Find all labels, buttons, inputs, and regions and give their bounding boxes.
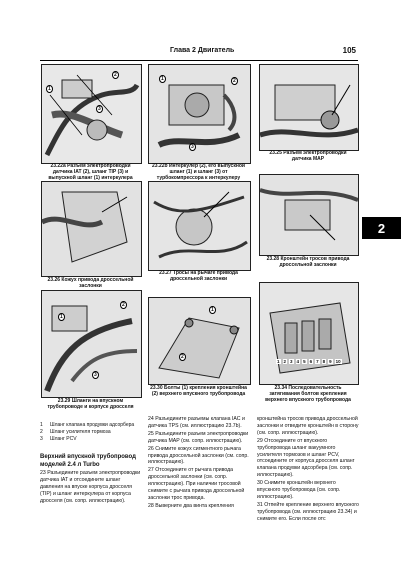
paragraph: 25 Разъедините разъем электропроводки датчика MAP (см. сопр. иллюстрацию). [148, 430, 249, 444]
sequence-number: 7 [316, 359, 319, 364]
figure-23-22a [41, 64, 142, 164]
sequence-number: 2 [283, 359, 287, 364]
figure-23-26 [41, 181, 142, 277]
sequence-number: 4 [296, 359, 300, 364]
paragraph: 27 Отсоедините от рычага привода дроссельной заслонки (см. сопр. иллюстрацию). При наличии тросовой снимите с рычага привода дроссельной заслонки трос привода. [148, 467, 245, 501]
paragraph: 26 Снимите кожух сигментного рычага привода дроссельной заслонки (см. сопр. иллюстрацию). [148, 445, 249, 466]
callout-2: 2 [181, 354, 184, 360]
figure-caption: 23.26 Кожух привода дроссельной заслонки [47, 277, 134, 289]
figure-23-34 [259, 282, 359, 385]
sequence-number: 5 [303, 359, 306, 364]
tightening-sequence [276, 359, 346, 364]
figure-23-27 [148, 181, 251, 271]
text-column-3 [257, 416, 359, 524]
sequence-number: 8 [322, 359, 326, 364]
callout-3: 3 [94, 372, 97, 378]
figure-caption: 23.29 Шланги на впускном трубопроводе и корпусе дросселя [47, 398, 134, 410]
page-number: 105 [342, 46, 356, 55]
figure-caption: 23.30 Болты (1) крепления кронштейна (2) верхнего впускного трубопровода [150, 385, 247, 397]
text-column-1 [40, 448, 142, 506]
figure-23-29 [41, 290, 142, 398]
paragraph: 31 Отпейте крепление верхнего впускного трубопровода (см. иллюстрацию 23.34) и снимите его. Если после отс [257, 501, 359, 522]
chapter-tab: 2 [362, 217, 401, 239]
callout-1: 1 [60, 314, 63, 320]
section-heading: Верхний впускной трубопровод моделей 2.4 л Turbo [40, 454, 136, 468]
figure-caption: 23.27 Тросы на рычаге привода дроссельной заслонки [159, 270, 238, 282]
figure-legend [40, 422, 144, 443]
figure-23-25 [259, 64, 359, 151]
figure-caption: 23.22a Разъем электропроводки датчика IAT (2), шланг TIP (3) и выпускной шланг (1) интеркулера [48, 163, 133, 181]
callout-3: 3 [98, 106, 101, 112]
figure-caption: 23.22b Интеркулер (2), его выпускной шланг (1) и шланг (3) от турбокомпрессора к интеркулеру [152, 163, 245, 181]
legend-item: 2 Шланг усилителя тормоза [40, 429, 111, 435]
callout-2: 2 [233, 78, 236, 84]
sequence-number: 10 [335, 359, 341, 364]
paragraph: 30 Снимите кронштейн верхнего впускного трубопровода (см. сопр. иллюстрацию). [257, 480, 341, 500]
figure-23-28 [259, 174, 359, 256]
callout-1: 1 [161, 76, 164, 82]
sequence-number: 9 [329, 359, 332, 364]
legend-item: 1 Шланг клапана продувки адсорбера [40, 422, 135, 428]
callout-2: 2 [122, 302, 125, 308]
legend-item: 3 Шланг PCV [40, 436, 77, 442]
paragraph: кронштейна тросов привода дроссельной заслонки и отведите кронштейн в сторону (см. сопр. иллюстрацию). [257, 416, 359, 436]
text-column-2 [148, 416, 251, 511]
callout-3: 3 [191, 144, 194, 150]
callout-2: 2 [114, 72, 117, 78]
sequence-number: 1 [277, 359, 280, 364]
paragraph: 28 Выверните два винта крепления [148, 502, 234, 509]
figure-23-30 [148, 297, 251, 385]
paragraph: 29 Отсоедините от впускного трубопровода шланг вакуумного усилителя тормозов и шланг PCV, отсоедините от корпуса дросселя шланг клапана продувки адсорбера (см. сопр. иллюстрацию). [257, 437, 355, 479]
figure-caption: 23.34 Последовательность затягивания болтов крепления верхнего впускного трубопровода [265, 385, 351, 403]
paragraph: 23 Разъедините разъем электропроводки датчика IAT и отсоедините шланг давления на впуске корпуса дросселя (TIP) и шланг интеркулера от корпуса дросселя (см. сопр. иллюстрацию). [40, 470, 141, 504]
figure-23-22b [148, 64, 251, 164]
callout-1: 1 [211, 307, 214, 313]
figure-caption: 23.25 Разъем электропроводки датчика MAP [269, 150, 347, 162]
chapter-title: Глава 2 Двигатель [170, 47, 235, 54]
callout-1: 1 [48, 86, 51, 92]
sequence-number: 6 [309, 359, 313, 364]
page-header [40, 46, 358, 61]
engine-illustration [42, 65, 141, 163]
figure-caption: 23.28 Кронштейн тросов привода дроссельной заслонки [266, 256, 350, 268]
paragraph: 24 Разъедините разъемы клапана IAC и датчика TPS (см. иллюстрацию 23.7b). [148, 416, 245, 429]
sequence-number: 3 [290, 359, 293, 364]
